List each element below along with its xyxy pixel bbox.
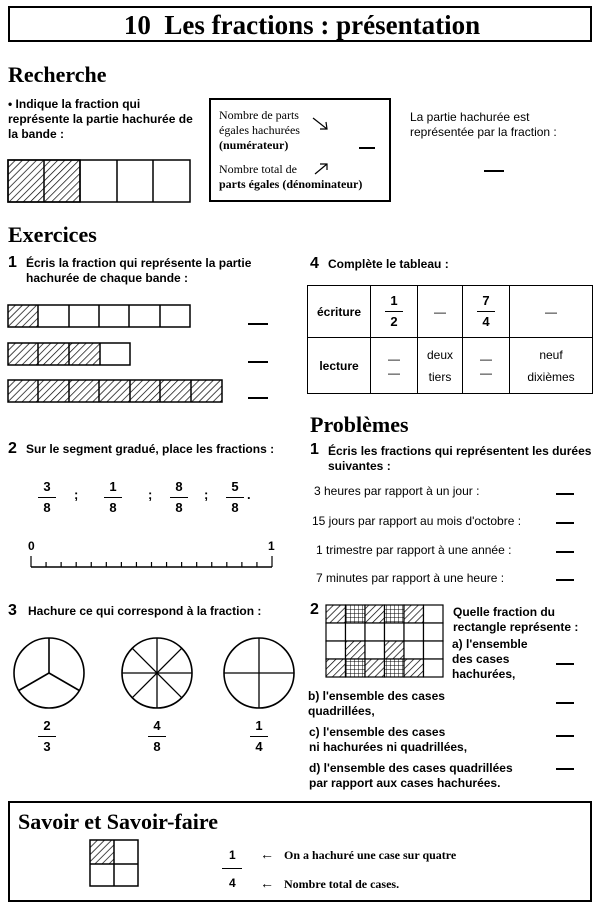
t-neuf: neuf xyxy=(539,347,563,362)
blank-cell xyxy=(424,623,444,641)
circle-eighths[interactable] xyxy=(120,636,194,710)
ex3-text: Hachure ce qui correspond à la fraction : xyxy=(28,604,262,618)
ex3-number: 3 xyxy=(8,602,17,619)
ex1-blank-2[interactable] xyxy=(248,361,268,363)
ex2-sep-1: ; xyxy=(74,487,79,502)
problemes-heading: Problèmes xyxy=(310,412,409,437)
savoir-line-2: Nombre total de cases. xyxy=(284,877,400,891)
savoir-heading: Savoir et Savoir-faire xyxy=(18,809,218,834)
ex3-f3-den: 4 xyxy=(255,739,263,754)
ex4-table xyxy=(307,285,593,394)
blank-cell xyxy=(404,623,424,641)
recherche-strip xyxy=(8,160,190,202)
p2-a xyxy=(452,637,562,682)
box-denominator-text xyxy=(219,162,362,192)
circle-quarters[interactable] xyxy=(222,636,296,710)
p2-d2: par rapport aux cases hachurées. xyxy=(309,776,501,790)
table-cell-blank-3[interactable] xyxy=(371,338,418,394)
p2-c2: ni hachurées ni quadrillées, xyxy=(309,740,468,754)
ex2-f2-num: 1 xyxy=(109,479,117,494)
gridded-cell xyxy=(346,659,366,677)
ex1-text: Écris la fraction qui représente la partie hachurée de chaque bande : xyxy=(26,256,252,285)
recherche-instruction: • Indique la fraction qui représente la partie hachurée de la bande : xyxy=(8,97,193,141)
ex1-blank-1[interactable] xyxy=(248,323,268,325)
p1-blank-4[interactable] xyxy=(556,579,574,581)
p1-item-4: 7 minutes par rapport à une heure : xyxy=(316,571,505,585)
blank-cell xyxy=(424,641,444,659)
t-blank-3b: — xyxy=(388,365,400,380)
ex2-f2-den: 8 xyxy=(109,500,117,515)
p1-blank-1[interactable] xyxy=(556,493,574,495)
p2-number: 2 xyxy=(310,601,319,618)
blank-cell xyxy=(385,623,405,641)
t-dixiemes: dixièmes xyxy=(527,369,575,384)
ex2-f1-den: 8 xyxy=(43,500,51,515)
ex3-f2-num: 4 xyxy=(153,718,161,733)
blank-cell xyxy=(346,623,366,641)
blank-cell xyxy=(326,641,346,659)
blank-cell xyxy=(404,641,424,659)
numerator-denominator-box xyxy=(209,98,391,202)
chapter-number: 10 xyxy=(123,10,151,40)
ex3-fraction-3 xyxy=(244,718,274,755)
ex2-sep-3: ; xyxy=(204,487,209,502)
p1-item-1: 3 heures par rapport à un jour : xyxy=(314,484,480,498)
t-f1-num: 1 xyxy=(390,293,398,308)
ex2-f3-num: 8 xyxy=(175,479,183,494)
box-line-3: (numérateur) xyxy=(219,138,289,152)
p2-rectangle xyxy=(326,605,443,677)
page-title xyxy=(10,10,594,41)
blank-cell xyxy=(424,659,444,677)
ruler-end-label: 1 xyxy=(268,539,275,553)
ex1-strip-3 xyxy=(8,380,222,402)
arrow-down-right-icon xyxy=(311,116,331,132)
chapter-title: Les fractions : présentation xyxy=(164,10,481,40)
hatched-cell xyxy=(365,605,385,623)
table-cell-fraction-1 xyxy=(371,286,418,338)
p1-blank-2[interactable] xyxy=(556,522,574,524)
graduated-segment xyxy=(30,554,275,570)
table-cell-blank-4[interactable] xyxy=(463,338,510,394)
ex3-f3-num: 1 xyxy=(255,718,263,733)
numerator-blank xyxy=(359,147,375,149)
p1-text: Écris les fractions qui représentent les durées suivantes : xyxy=(328,444,592,473)
ex2-fraction-2 xyxy=(98,479,128,516)
savoir-line-1: On a hachuré une case sur quatre xyxy=(284,848,457,862)
hatched-cell xyxy=(404,659,424,677)
p2-b1: b) l'ensemble des cases xyxy=(308,689,445,703)
arrow-up-right-icon xyxy=(313,162,331,176)
t-tiers: tiers xyxy=(428,369,452,384)
p2-blank-b[interactable] xyxy=(556,702,574,704)
ex1-strip-2 xyxy=(8,343,130,365)
ex2-number: 2 xyxy=(8,440,17,457)
ex1-number: 1 xyxy=(8,254,17,271)
recherche-heading: Recherche xyxy=(8,62,107,87)
t-blank-4a: — xyxy=(480,351,492,366)
gridded-cell xyxy=(385,605,405,623)
box-numerator-text xyxy=(219,108,300,153)
p2-question: Quelle fraction du rectangle représente : xyxy=(453,605,579,634)
ruler-start-label: 0 xyxy=(28,539,35,553)
ex2-f3-den: 8 xyxy=(175,500,183,515)
table-row-lecture xyxy=(308,338,593,394)
hatched-cell xyxy=(404,605,424,623)
ex2-f4-den: 8 xyxy=(231,500,239,515)
ex1-blank-3[interactable] xyxy=(248,397,268,399)
box-line-4: Nombre total de xyxy=(219,162,297,176)
table-label-lecture: lecture xyxy=(308,338,371,394)
p2-a3: hachurées, xyxy=(452,667,516,681)
p2-blank-c[interactable] xyxy=(556,735,574,737)
p2-blank-d[interactable] xyxy=(556,768,574,770)
box-line-5: parts égales (dénominateur) xyxy=(219,177,363,191)
p2-c xyxy=(309,725,467,755)
circle-thirds[interactable] xyxy=(12,636,86,710)
ex2-text: Sur le segment gradué, place les fractions : xyxy=(26,442,275,456)
blank-cell xyxy=(326,623,346,641)
ex4-number: 4 xyxy=(310,255,319,272)
box-line-2: égales hachurées xyxy=(219,123,300,137)
blank-cell xyxy=(365,641,385,659)
ex2-sep-2: ; xyxy=(148,487,153,502)
ex3-f2-den: 8 xyxy=(153,739,161,754)
p2-blank-a[interactable] xyxy=(556,663,574,665)
t-f2-den: 4 xyxy=(482,314,490,329)
savoir-fraction-bar xyxy=(222,868,242,869)
table-cell-deux-tiers xyxy=(418,338,463,394)
savoir-numerator: 1 xyxy=(229,848,236,862)
table-cell-neuf-dixiemes xyxy=(510,338,593,394)
blank-cell xyxy=(424,605,444,623)
gridded-cell xyxy=(385,659,405,677)
t-blank-3a: — xyxy=(388,351,400,366)
t-blank-4b: — xyxy=(480,365,492,380)
table-row-ecriture xyxy=(308,286,593,338)
table-label-ecriture: écriture xyxy=(308,286,371,338)
exercices-heading: Exercices xyxy=(8,222,97,247)
ex4-text: Complète le tableau : xyxy=(328,257,449,271)
p2-b xyxy=(308,689,445,719)
title-box xyxy=(8,6,592,42)
ex2-f4-num: 5 xyxy=(231,479,239,494)
t-f1-den: 2 xyxy=(390,314,398,329)
table-cell-blank-2[interactable]: — xyxy=(510,286,593,338)
arrow-left-icon: ← xyxy=(260,846,274,862)
table-cell-fraction-2 xyxy=(463,286,510,338)
p2-d1: d) l'ensemble des cases quadrillées xyxy=(309,761,513,775)
t-deux: deux xyxy=(426,347,454,362)
p1-blank-3[interactable] xyxy=(556,551,574,553)
p2-a2: des cases xyxy=(452,652,510,666)
hatched-cell xyxy=(385,641,405,659)
ex2-f1-num: 3 xyxy=(43,479,51,494)
ex3-f1-num: 2 xyxy=(43,718,51,733)
ex2-fraction-4 xyxy=(220,479,250,516)
hatched-cell xyxy=(346,641,366,659)
recherche-answer-text: La partie hachurée est représentée par la fraction : xyxy=(410,110,557,139)
ex2-fraction-1 xyxy=(32,479,62,516)
arrow-left-icon: ← xyxy=(260,875,274,891)
p1-number: 1 xyxy=(310,441,319,458)
t-f2-num: 7 xyxy=(482,293,490,308)
p1-item-3: 1 trimestre par rapport à une année : xyxy=(316,543,512,557)
gridded-cell xyxy=(346,605,366,623)
hatched-cell xyxy=(365,659,385,677)
p2-d xyxy=(309,761,513,791)
recherche-answer-blank xyxy=(484,170,504,172)
p2-b2: quadrillées, xyxy=(308,704,375,718)
ex1-strip-1 xyxy=(8,305,190,327)
ex2-fraction-3 xyxy=(164,479,194,516)
ex3-fraction-1 xyxy=(32,718,62,755)
box-line-1: Nombre de parts xyxy=(219,108,299,122)
p1-item-2: 15 jours par rapport au mois d'octobre : xyxy=(312,514,522,528)
p2-c1: c) l'ensemble des cases xyxy=(309,725,446,739)
savoir-square xyxy=(90,840,140,888)
ex3-fraction-2 xyxy=(142,718,172,755)
hatched-cell xyxy=(326,605,346,623)
p2-a1: a) l'ensemble xyxy=(452,637,528,651)
blank-cell xyxy=(365,623,385,641)
savoir-box xyxy=(8,801,592,902)
ex3-f1-den: 3 xyxy=(43,739,51,754)
savoir-denominator: 4 xyxy=(229,876,236,890)
hatched-cell xyxy=(326,659,346,677)
ex2-end: . xyxy=(247,487,251,502)
table-cell-blank-1[interactable]: — xyxy=(418,286,463,338)
